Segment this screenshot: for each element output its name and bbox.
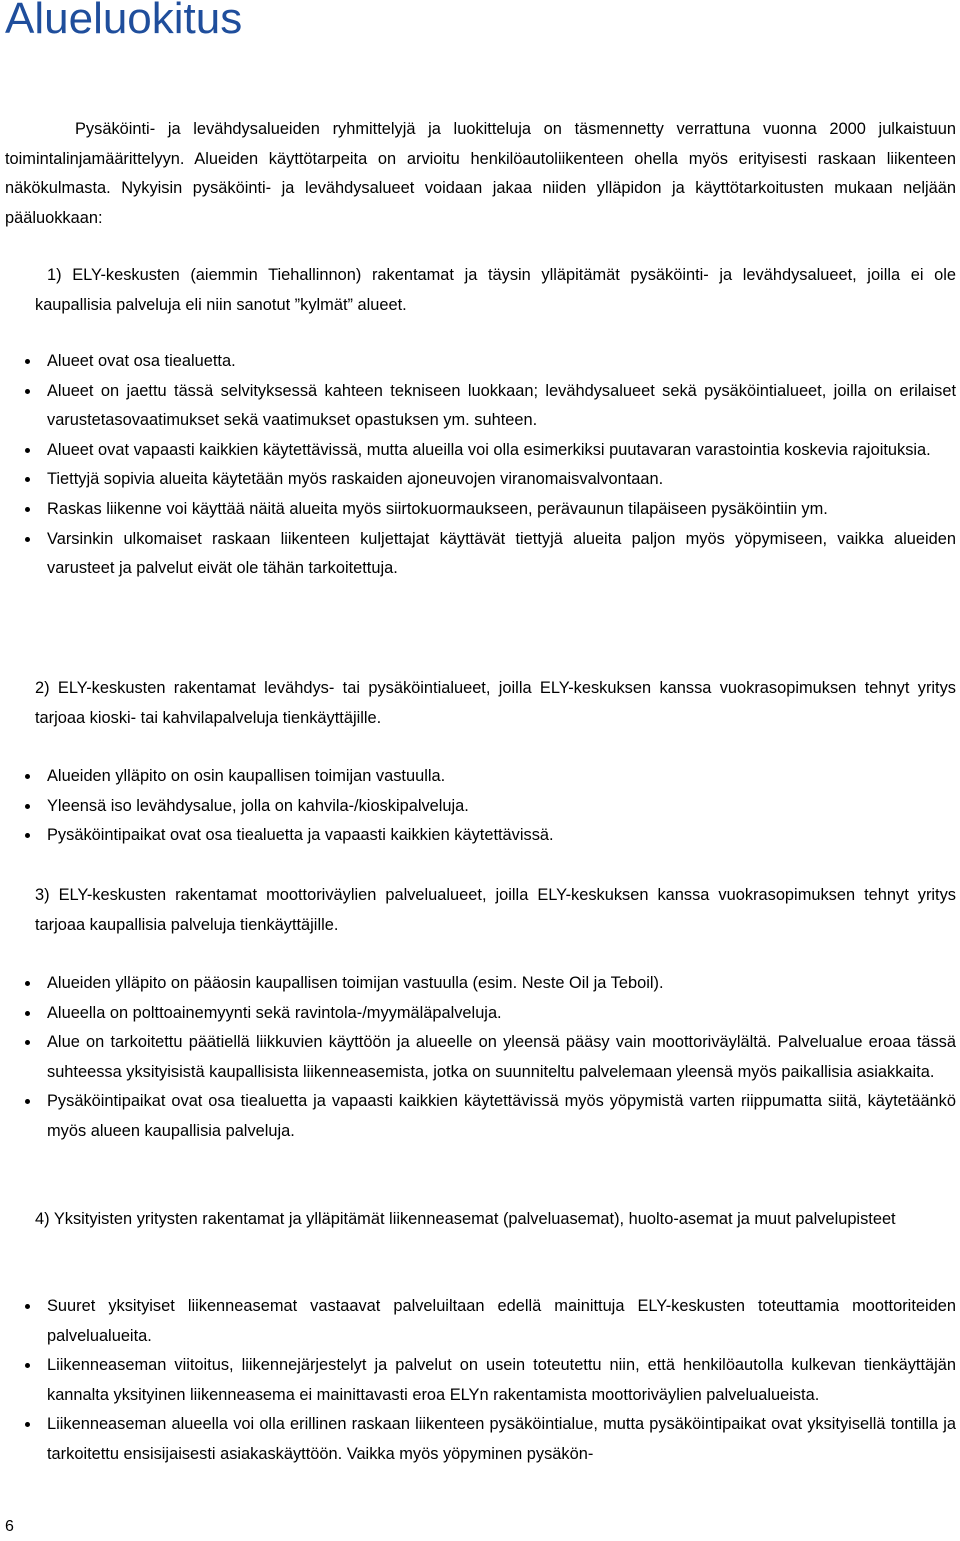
list-item: Alue on tarkoitettu päätiellä liikkuvien käyttöön ja alueelle on yleensä pääsy vain moottoriväylältä. Palvelualue eroaa tässä suhteessa yksityisistä kaupallisista liikenneasemista, jotka on suunniteltu palvelemaan yleensä myös paikallisia asiakkaita. xyxy=(0,1028,956,1087)
list-item: Pysäköintipaikat ovat osa tiealuetta ja vapaasti kaikkien käytettävissä. xyxy=(0,821,956,851)
bullet-icon xyxy=(25,981,30,986)
bullet-icon xyxy=(25,537,30,542)
list-item: Alueiden ylläpito on pääosin kaupallisen toimijan vastuulla (esim. Neste Oil ja Teboil). xyxy=(0,969,956,999)
bullet-icon xyxy=(25,477,30,482)
bullet-icon xyxy=(25,1304,30,1309)
bullet-icon xyxy=(25,804,30,809)
list-item: Tiettyjä sopivia alueita käytetään myös raskaiden ajoneuvojen viranomaisvalvontaan. xyxy=(0,465,956,495)
bullet-icon xyxy=(25,389,30,394)
page-title: Alueluokitus xyxy=(5,0,243,43)
list-item: Varsinkin ulkomaiset raskaan liikenteen kuljettajat käyttävät tiettyjä alueita paljon myös yöpymiseen, vaikka alueiden varusteet ja palvelut eivät ole tähän tarkoitettuja. xyxy=(0,525,956,584)
list-item: Alueiden ylläpito on osin kaupallisen toimijan vastuulla. xyxy=(0,762,956,792)
intro-text: Pysäköinti- ja levähdysalueiden ryhmittelyjä ja luokitteluja on täsmennetty verrattuna vuonna 2000 julkaistuun toimintalinjamäärittelyyn. Alueiden käyttötarpeita on arvioitu henkilöautoliikenteen ohella myös erityisesti raskaan liikenteen näkökulmasta. Nykyisin pysäköinti- ja levähdysalueet voidaan jakaa niiden ylläpidon ja käyttötarkoitusten mukaan neljään pääluokkaan: xyxy=(5,120,956,227)
list-item: Liikenneaseman viitoitus, liikennejärjestelyt ja palvelut on usein toteutettu niin, että henkilöautolla kulkevan tienkäyttäjän kannalta yksityinen liikenneasema ei mainittavasti eroa ELYn rakentamista moottoriväylien palvelualueista. xyxy=(0,1351,956,1410)
section-1-list xyxy=(0,347,956,584)
bullet-icon xyxy=(25,1099,30,1104)
section-4-heading: 4) Yksityisten yritysten rakentamat ja ylläpitämät liikenneasemat (palveluasemat), huolto-asemat ja muut palvelupisteet xyxy=(35,1210,896,1228)
bullet-icon xyxy=(25,1040,30,1045)
section-1-heading: 1) ELY-keskusten (aiemmin Tiehallinnon) rakentamat ja täysin ylläpitämät pysäköinti- ja levähdysalueet, joilla ei ole kaupallisia palveluja eli niin sanotut ”kylmät” alueet. xyxy=(35,266,956,314)
section-2-heading: 2) ELY-keskusten rakentamat levähdys- tai pysäköintialueet, joilla ELY-keskuksen kanssa vuokrasopimuksen tehnyt yritys tarjoaa kioski- tai kahvilapalveluja tienkäyttäjille. xyxy=(35,679,956,727)
list-item: Pysäköintipaikat ovat osa tiealuetta ja vapaasti kaikkien käytettävissä myös yöpymistä varten riippumatta siitä, käytetäänkö myös alueen kaupallisia palveluja. xyxy=(0,1087,956,1146)
bullet-icon xyxy=(25,1363,30,1368)
list-item: Alueella on polttoainemyynti sekä ravintola-/myymäläpalveluja. xyxy=(0,999,956,1029)
list-item: Suuret yksityiset liikenneasemat vastaavat palveluiltaan edellä mainittuja ELY-keskusten toteuttamia moottoriteiden palvelualueita. xyxy=(0,1292,956,1351)
list-item: Alueet ovat osa tiealuetta. xyxy=(0,347,956,377)
list-item: Raskas liikenne voi käyttää näitä alueita myös siirtokuormaukseen, perävaunun tilapäiseen pysäköintiin ym. xyxy=(0,495,956,525)
bullet-icon xyxy=(25,359,30,364)
intro-paragraph xyxy=(5,115,956,233)
list-item: Liikenneaseman alueella voi olla erillinen raskaan liikenteen pysäköintialue, mutta pysäköintipaikat ovat yksityisellä tontilla ja tarkoitettu ensisijaisesti asiakaskäyttöön. Vaikka myös yöpyminen pysäkön- xyxy=(0,1410,956,1469)
bullet-icon xyxy=(25,1422,30,1427)
bullet-icon xyxy=(25,448,30,453)
bullet-icon xyxy=(25,774,30,779)
section-4-list xyxy=(0,1292,956,1470)
list-item: Yleensä iso levähdysalue, jolla on kahvila-/kioskipalveluja. xyxy=(0,792,956,822)
bullet-icon xyxy=(25,507,30,512)
list-item: Alueet on jaettu tässä selvityksessä kahteen tekniseen luokkaan; levähdysalueet sekä pysäköintialueet, joilla on erilaiset varustetasovaatimukset sekä vaatimukset opastuksen ym. suhteen. xyxy=(0,377,956,436)
section-3-list xyxy=(0,969,956,1147)
page-number: 6 xyxy=(5,1518,14,1535)
section-3-heading: 3) ELY-keskusten rakentamat moottoriväylien palvelualueet, joilla ELY-keskuksen kanssa vuokrasopimuksen tehnyt yritys tarjoaa kaupallisia palveluja tienkäyttäjille. xyxy=(35,886,956,934)
section-2-list xyxy=(0,762,956,851)
bullet-icon xyxy=(25,833,30,838)
list-item: Alueet ovat vapaasti kaikkien käytettävissä, mutta alueilla voi olla esimerkiksi puutavaran varastointia koskevia rajoituksia. xyxy=(0,436,956,466)
bullet-icon xyxy=(25,1011,30,1016)
